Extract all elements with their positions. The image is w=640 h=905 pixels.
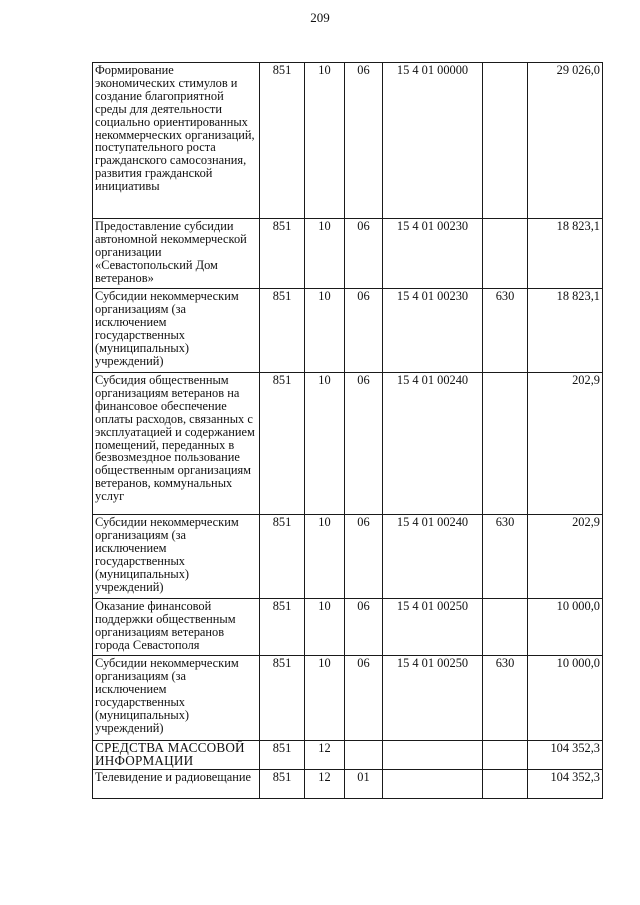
row-name: Формирование экономических стимулов и создание благоприятной среды для деятельности социально ориентированных некоммерческих организаций, поступательного роста гражданского самосознания, развития гражданской инициативы [93, 63, 260, 219]
row-rz: 12 [305, 741, 345, 770]
row-rz: 10 [305, 373, 345, 515]
row-rz: 10 [305, 219, 345, 289]
row-rz: 12 [305, 770, 345, 799]
row-rz: 10 [305, 63, 345, 219]
row-pr: 06 [345, 373, 383, 515]
row-pr: 06 [345, 656, 383, 741]
row-ved: 851 [260, 373, 305, 515]
row-csr [383, 741, 483, 770]
row-rz: 10 [305, 599, 345, 656]
row-rz: 10 [305, 289, 345, 373]
budget-table [92, 62, 603, 799]
row-csr: 15 4 01 00250 [383, 599, 483, 656]
table-row [93, 289, 603, 373]
row-name: Оказание финансовой поддержки общественным организациям ветеранов города Севастополя [93, 599, 260, 656]
table-row [93, 599, 603, 656]
table-row [93, 63, 603, 219]
row-csr: 15 4 01 00240 [383, 515, 483, 599]
row-sum: 104 352,3 [528, 770, 603, 799]
row-pr: 06 [345, 599, 383, 656]
row-vr [483, 63, 528, 219]
row-name: Субсидии некоммерческим организациям (за исключением государственных (муниципальных) учреждений) [93, 656, 260, 741]
row-pr: 06 [345, 219, 383, 289]
row-csr: 15 4 01 00240 [383, 373, 483, 515]
row-ved: 851 [260, 515, 305, 599]
row-sum: 10 000,0 [528, 656, 603, 741]
table-row [93, 515, 603, 599]
row-vr [483, 599, 528, 656]
row-name: Субсидия общественным организациям ветеранов на финансовое обеспечение оплаты расходов, связанных с эксплуатацией и содержанием помещений, переданных в безвозмездное пользование общественным организациям ветеранов, коммунальных услуг [93, 373, 260, 515]
table-row [93, 741, 603, 770]
row-sum: 202,9 [528, 515, 603, 599]
row-csr [383, 770, 483, 799]
row-name: Субсидии некоммерческим организациям (за исключением государственных (муниципальных) учреждений) [93, 289, 260, 373]
row-vr: 630 [483, 515, 528, 599]
row-name: СРЕДСТВА МАССОВОЙ ИНФОРМАЦИИ [93, 741, 260, 770]
row-vr [483, 219, 528, 289]
row-sum: 18 823,1 [528, 219, 603, 289]
row-ved: 851 [260, 770, 305, 799]
row-pr: 01 [345, 770, 383, 799]
row-csr: 15 4 01 00250 [383, 656, 483, 741]
row-vr: 630 [483, 289, 528, 373]
row-csr: 15 4 01 00230 [383, 289, 483, 373]
row-csr: 15 4 01 00000 [383, 63, 483, 219]
row-name: Предоставление субсидии автономной некоммерческой организации «Севастопольский Дом ветеранов» [93, 219, 260, 289]
row-pr: 06 [345, 63, 383, 219]
row-pr: 06 [345, 515, 383, 599]
row-ved: 851 [260, 656, 305, 741]
row-ved: 851 [260, 741, 305, 770]
table-row [93, 770, 603, 799]
row-sum: 202,9 [528, 373, 603, 515]
row-sum: 10 000,0 [528, 599, 603, 656]
row-rz: 10 [305, 656, 345, 741]
row-name: Субсидии некоммерческим организациям (за исключением государственных (муниципальных) учреждений) [93, 515, 260, 599]
row-rz: 10 [305, 515, 345, 599]
row-sum: 104 352,3 [528, 741, 603, 770]
row-name: Телевидение и радиовещание [93, 770, 260, 799]
table-row [93, 656, 603, 741]
row-vr [483, 741, 528, 770]
row-ved: 851 [260, 63, 305, 219]
page-number: 209 [310, 10, 330, 25]
row-sum: 29 026,0 [528, 63, 603, 219]
row-vr [483, 373, 528, 515]
row-ved: 851 [260, 289, 305, 373]
row-pr: 06 [345, 289, 383, 373]
row-vr: 630 [483, 656, 528, 741]
row-pr [345, 741, 383, 770]
row-vr [483, 770, 528, 799]
table-row [93, 373, 603, 515]
row-csr: 15 4 01 00230 [383, 219, 483, 289]
table-row [93, 219, 603, 289]
row-ved: 851 [260, 219, 305, 289]
row-sum: 18 823,1 [528, 289, 603, 373]
row-ved: 851 [260, 599, 305, 656]
